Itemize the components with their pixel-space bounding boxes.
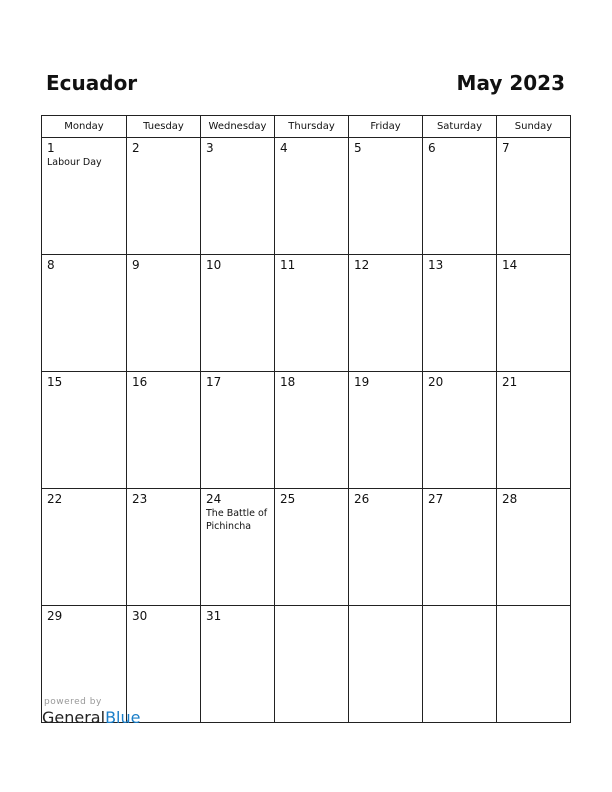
day-cell	[42, 489, 127, 606]
day-number: 25	[280, 492, 296, 506]
day-cell	[275, 606, 349, 723]
day-number: 20	[428, 375, 444, 389]
day-number: 13	[428, 258, 444, 272]
week-row	[42, 138, 571, 255]
day-number: 15	[47, 375, 63, 389]
day-number: 16	[132, 375, 148, 389]
day-number: 30	[132, 609, 148, 623]
weekday-header: Wednesday	[201, 116, 275, 138]
day-number: 6	[428, 141, 436, 155]
day-number: 2	[132, 141, 140, 155]
day-number: 19	[354, 375, 370, 389]
day-cell	[275, 255, 349, 372]
week-row	[42, 255, 571, 372]
day-cell	[42, 372, 127, 489]
week-row	[42, 372, 571, 489]
generalblue-logo	[42, 708, 140, 727]
day-number: 7	[502, 141, 510, 155]
powered-by-label: powered by	[44, 697, 102, 707]
day-cell	[349, 489, 423, 606]
day-number: 4	[280, 141, 288, 155]
day-number: 17	[206, 375, 222, 389]
day-number: 22	[47, 492, 63, 506]
day-cell	[497, 138, 571, 255]
week-row	[42, 606, 571, 723]
logo-blue-text: Blue	[105, 708, 141, 727]
day-number: 18	[280, 375, 296, 389]
day-number: 3	[206, 141, 214, 155]
day-cell	[42, 138, 127, 255]
day-cell	[201, 372, 275, 489]
day-cell	[423, 372, 497, 489]
weekday-header: Sunday	[497, 116, 571, 138]
day-cell	[423, 255, 497, 372]
week-row	[42, 489, 571, 606]
month-title: May 2023	[456, 71, 565, 95]
day-cell	[275, 138, 349, 255]
weekday-header: Monday	[42, 116, 127, 138]
day-cell	[275, 372, 349, 489]
day-cell	[275, 489, 349, 606]
weekday-header-row	[42, 116, 571, 138]
day-cell	[127, 606, 201, 723]
day-number: 8	[47, 258, 55, 272]
day-number: 27	[428, 492, 444, 506]
day-cell	[42, 255, 127, 372]
day-cell	[127, 138, 201, 255]
day-cell	[497, 372, 571, 489]
day-cell	[201, 255, 275, 372]
holiday-label: Labour Day	[47, 157, 102, 168]
calendar-grid	[41, 115, 571, 723]
day-cell	[349, 606, 423, 723]
holiday-label: The Battle of Pichincha	[206, 508, 268, 532]
day-cell	[349, 138, 423, 255]
day-cell	[423, 138, 497, 255]
day-number: 14	[502, 258, 518, 272]
day-cell	[201, 489, 275, 606]
day-cell	[127, 489, 201, 606]
day-cell	[423, 489, 497, 606]
day-cell	[497, 255, 571, 372]
day-number: 11	[280, 258, 296, 272]
day-cell	[349, 255, 423, 372]
day-cell	[201, 138, 275, 255]
day-cell	[127, 372, 201, 489]
weekday-header: Thursday	[275, 116, 349, 138]
day-number: 23	[132, 492, 148, 506]
weekday-header: Saturday	[423, 116, 497, 138]
day-number: 31	[206, 609, 222, 623]
country-title: Ecuador	[46, 71, 138, 95]
day-number: 29	[47, 609, 63, 623]
day-cell	[497, 606, 571, 723]
day-number: 24	[206, 492, 222, 506]
day-number: 21	[502, 375, 518, 389]
day-cell	[127, 255, 201, 372]
day-cell	[349, 372, 423, 489]
weekday-header: Tuesday	[127, 116, 201, 138]
day-number: 1	[47, 141, 55, 155]
weekday-header: Friday	[349, 116, 423, 138]
day-cell	[423, 606, 497, 723]
day-number: 26	[354, 492, 370, 506]
day-number: 5	[354, 141, 362, 155]
day-number: 28	[502, 492, 518, 506]
day-cell	[497, 489, 571, 606]
day-number: 9	[132, 258, 140, 272]
logo-general-text: General	[42, 708, 106, 727]
day-cell	[201, 606, 275, 723]
day-number: 10	[206, 258, 222, 272]
day-number: 12	[354, 258, 370, 272]
